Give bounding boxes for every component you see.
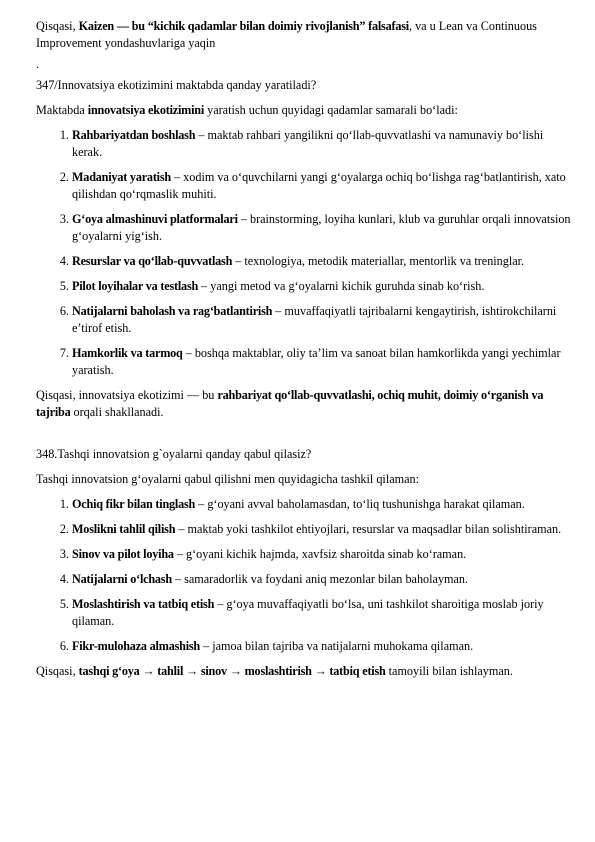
list-item bbox=[72, 571, 575, 588]
intro-lead: Qisqasi, bbox=[36, 19, 79, 33]
intro-paragraph bbox=[36, 18, 575, 52]
item-text: – g‘oya muvaffaqiyatli bo‘lsa, uni tashkilot sharoitiga moslab joriy qilaman. bbox=[72, 597, 544, 628]
intro-bold: Kaizen — bu “kichik qadamlar bilan doimiy rivojlanish” falsafasi bbox=[78, 19, 409, 33]
item-bold: Pilot loyihalar va testlash bbox=[72, 279, 199, 293]
section-spacer bbox=[36, 429, 575, 446]
list-item bbox=[72, 596, 575, 630]
item-bold: Resurslar va qo‘llab-quvvatlash bbox=[72, 254, 233, 268]
item-text: – yangi metod va g‘oyalarni kichik guruhda sinab ko‘rish. bbox=[198, 279, 485, 293]
item-bold: Sinov va pilot loyiha bbox=[72, 547, 174, 561]
item-bold: Ochiq fikr bilan tinglash bbox=[72, 497, 196, 511]
list-item bbox=[72, 345, 575, 379]
item-text: – g‘oyani avval baholamasdan, to‘liq tushunishga harakat qilaman. bbox=[195, 497, 525, 511]
item-bold: Natijalarni baholash va rag‘batlantirish bbox=[72, 304, 273, 318]
q348-list bbox=[36, 496, 575, 655]
item-text: – boshqa maktablar, oliy ta’lim va sanoat bilan hamkorlikda yangi yechimlar yaratish. bbox=[72, 346, 561, 377]
item-bold: Hamkorlik va tarmoq bbox=[72, 346, 183, 360]
list-item bbox=[72, 278, 575, 295]
list-item bbox=[72, 546, 575, 563]
item-text: – samaradorlik va foydani aniq mezonlar bilan baholayman. bbox=[171, 572, 469, 586]
item-text: – xodim va o‘quvchilarni yangi g‘oyalarga ochiq bo‘lishga rag‘batlantirish, xato qilishdan qo‘rqmaslik muhiti. bbox=[72, 170, 566, 201]
q347-list bbox=[36, 127, 575, 379]
q348-title: 348.Tashqi innovatsion g`oyalarni qanday qabul qilasiz? bbox=[36, 447, 312, 461]
item-bold: G‘oya almashinuvi platformalari bbox=[72, 212, 238, 226]
item-bold: Madaniyat yaratish bbox=[72, 170, 171, 184]
list-item bbox=[72, 496, 575, 513]
list-item bbox=[72, 303, 575, 337]
item-text: – texnologiya, metodik materiallar, mentorlik va treninglar. bbox=[232, 254, 525, 268]
intro-dot: . bbox=[36, 57, 40, 71]
q347-lead-bold: innovatsiya ekotizimini bbox=[87, 103, 205, 117]
item-text: – maktab yoki tashkilot ehtiyojlari, resurslar va maqsadlar bilan solishtiraman. bbox=[175, 522, 562, 536]
list-item bbox=[72, 521, 575, 538]
list-item bbox=[72, 127, 575, 161]
list-item bbox=[72, 253, 575, 270]
q347-summary-bold: rahbariyat qo‘llab-quvvatlashi, ochiq muhit, doimiy o‘rganish va tajriba bbox=[36, 388, 544, 419]
item-text: – maktab rahbari yangilikni qo‘llab-quvvatlashi va namunaviy bo‘lishi kerak. bbox=[72, 128, 544, 159]
list-item bbox=[72, 169, 575, 203]
item-bold: Moslashtirish va tatbiq etish bbox=[72, 597, 215, 611]
list-item bbox=[72, 638, 575, 655]
item-bold: Moslikni tahlil qilish bbox=[72, 522, 176, 536]
q347-summary-pre: Qisqasi, innovatsiya ekotizimi — bu bbox=[36, 388, 218, 402]
item-text: – brainstorming, loyiha kunlari, klub va guruhlar orqali innovatsion g‘oyalarni yig‘ish. bbox=[72, 212, 571, 243]
q348-summary-pre: Qisqasi, bbox=[36, 664, 79, 678]
q347-lead bbox=[36, 102, 575, 119]
q347-lead-pre: Maktabda bbox=[36, 103, 88, 117]
q348-summary bbox=[36, 663, 575, 680]
list-item bbox=[72, 211, 575, 245]
q348-lead: Tashqi innovatsion g‘oyalarni qabul qilishni men quyidagicha tashkil qilaman: bbox=[36, 472, 419, 486]
q347-title: 347/Innovatsiya ekotizimini maktabda qanday yaratiladi? bbox=[36, 78, 317, 92]
q348-summary-bold: tashqi g‘oya → tahlil → sinov → moslashtirish → tatbiq etish bbox=[78, 664, 386, 678]
item-bold: Natijalarni o‘lchash bbox=[72, 572, 172, 586]
item-text: – jamoa bilan tajriba va natijalarni muhokama qilaman. bbox=[200, 639, 474, 653]
item-text: – g‘oyani kichik hajmda, xavfsiz sharoitda sinab ko‘raman. bbox=[173, 547, 467, 561]
intro-rest: , va u Lean va Continuous Improvement yondashuvlariga yaqin bbox=[36, 19, 537, 50]
item-bold: Fikr-mulohaza almashish bbox=[72, 639, 201, 653]
q347-lead-post: yaratish uchun quyidagi qadamlar samarali bo‘ladi: bbox=[204, 103, 458, 117]
item-bold: Rahbariyatdan boshlash bbox=[72, 128, 196, 142]
q347-summary-post: orqali shakllanadi. bbox=[70, 405, 164, 419]
item-text: – muvaffaqiyatli tajribalarni kengaytirish, ishtirokchilarni e’tirof etish. bbox=[72, 304, 557, 335]
q348-summary-post: tamoyili bilan ishlayman. bbox=[385, 664, 513, 678]
q347-summary bbox=[36, 387, 575, 421]
